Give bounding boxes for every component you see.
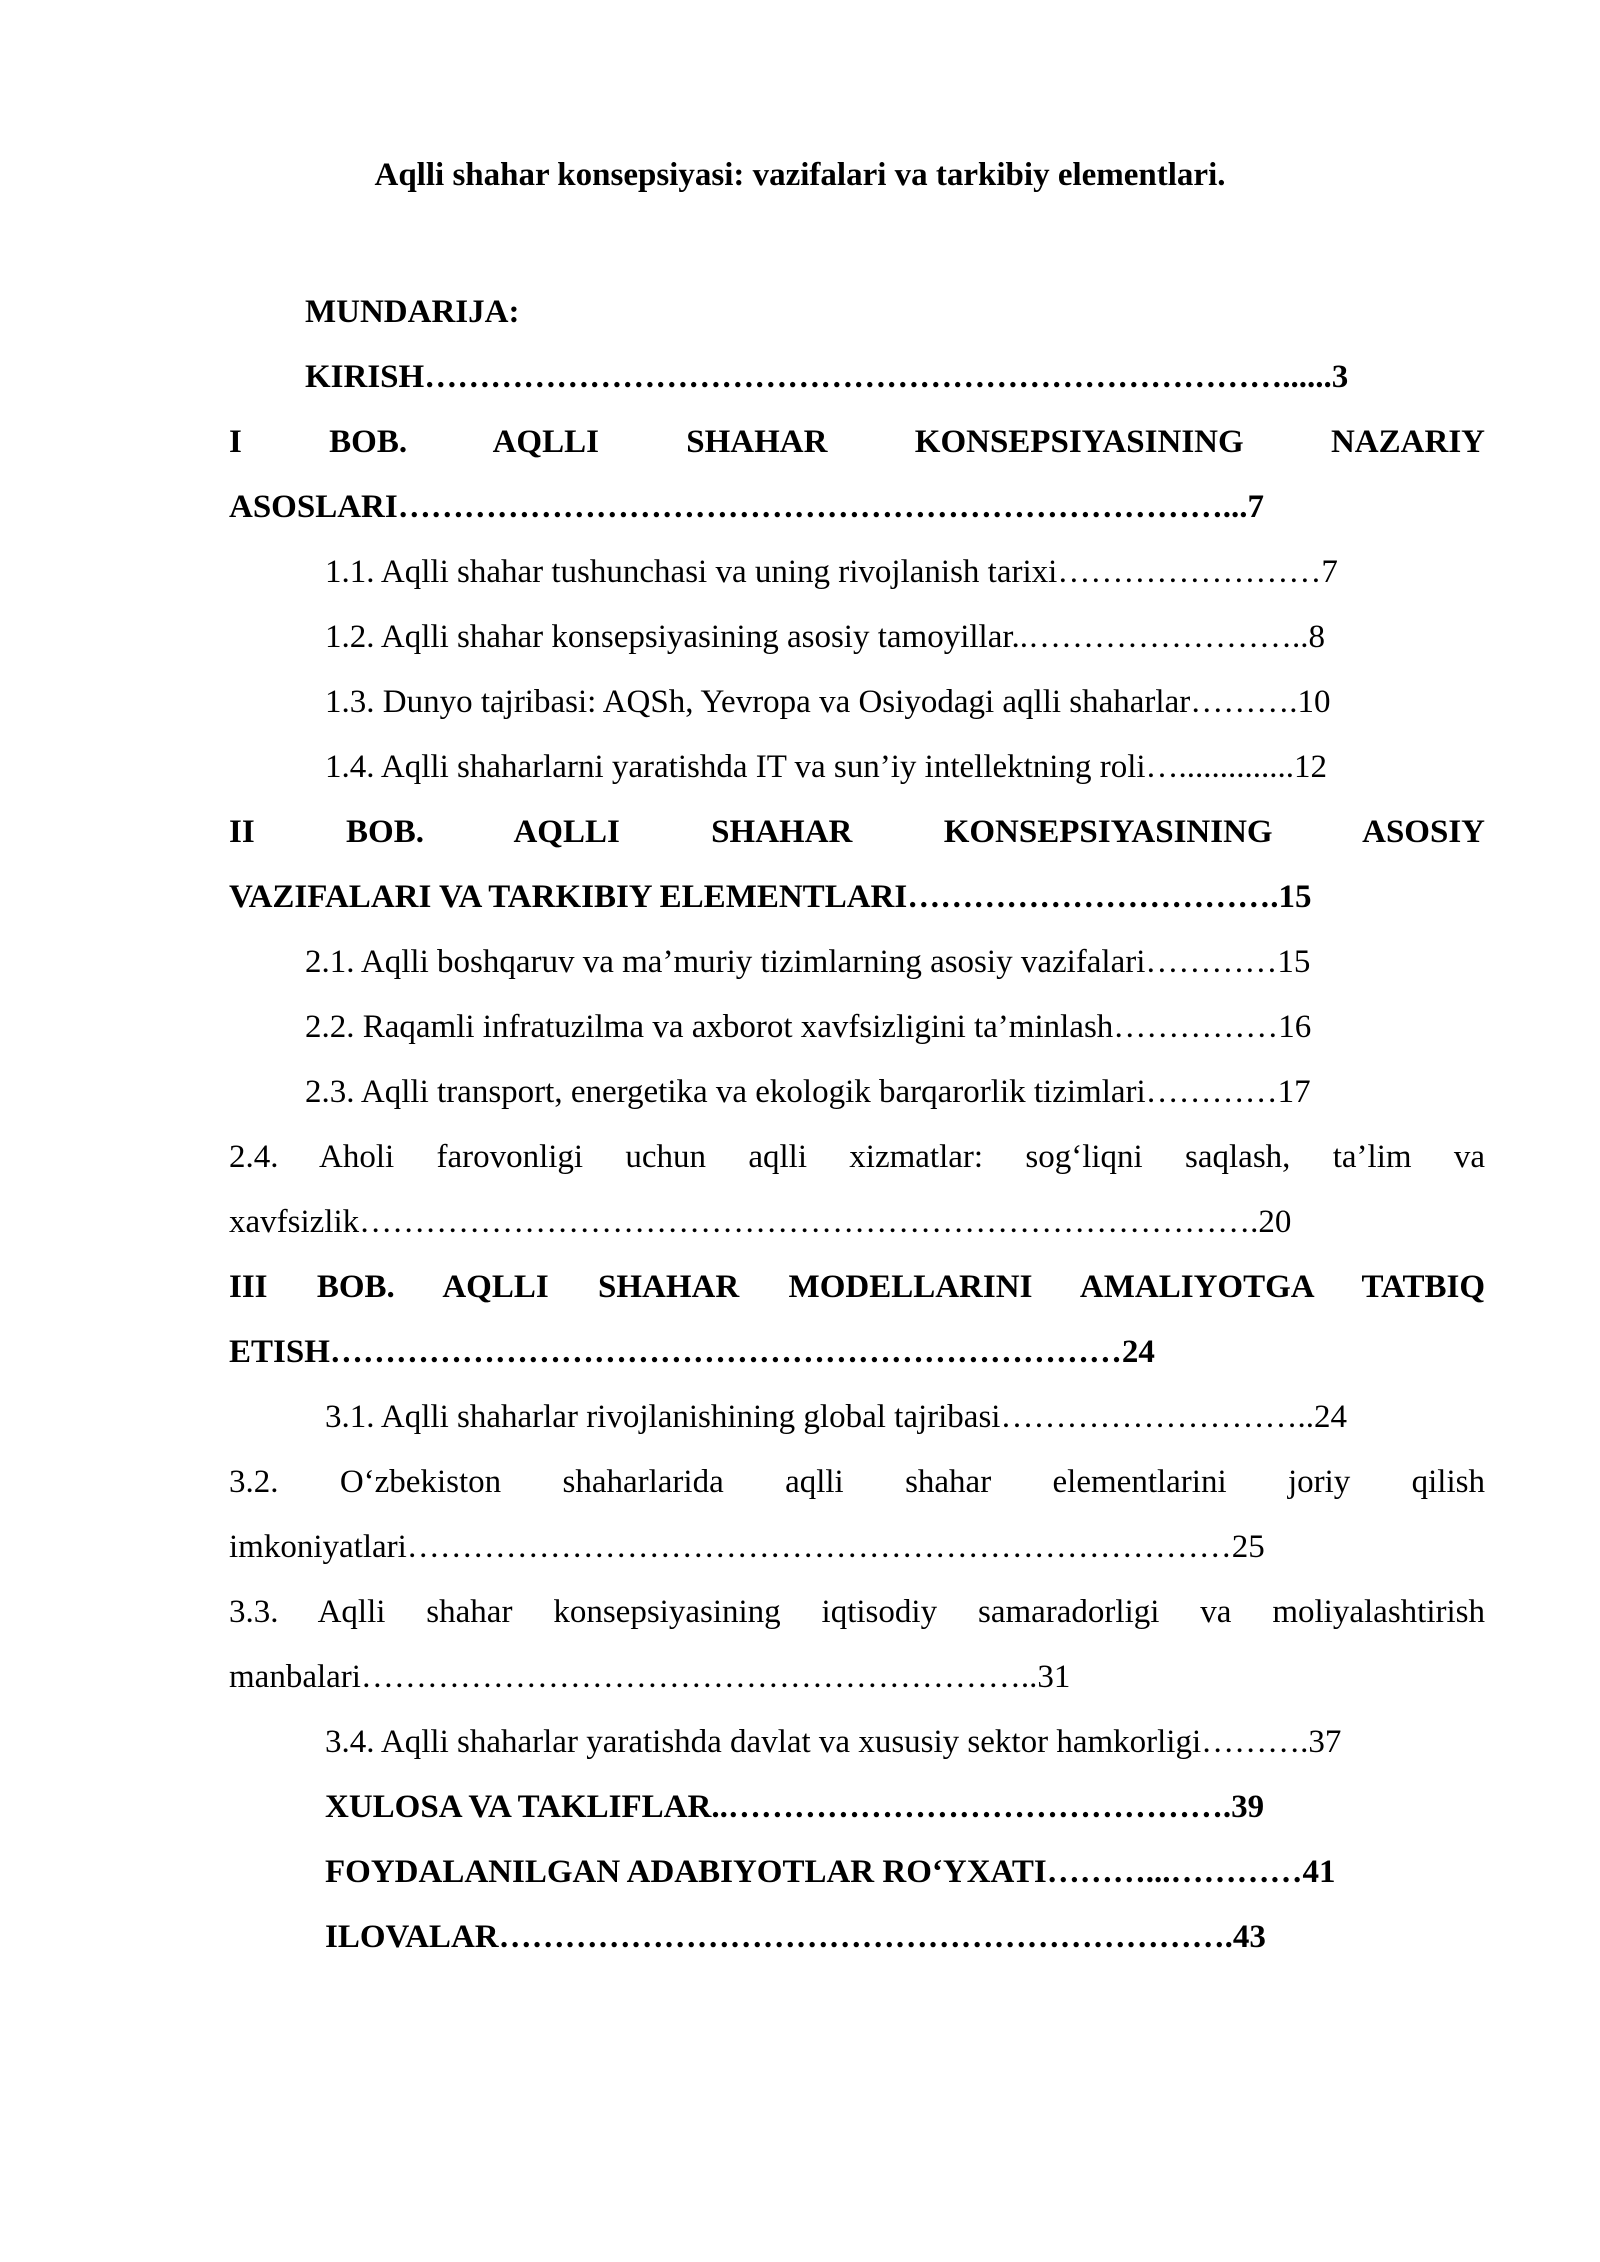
toc-entry-3-1: 3.1. Aqlli shaharlar rivojlanishining global tajribasi………………………..24 [325,1399,1347,1435]
toc-entry-1-3: 1.3. Dunyo tajribasi: AQSh, Yevropa va Osiyodagi aqlli shaharlar……….10 [325,684,1331,720]
toc-entry-3-3 [229,1580,1485,1710]
toc-entry-chapter-2-line2: VAZIFALARI VA TARKIBIY ELEMENTLARI…………………………….15 [229,879,1312,915]
toc-entry-chapter-3-line1: III BOB. AQLLI SHAHAR MODELLARINI AMALIYOTGA TATBIQ [229,1269,1485,1305]
toc-entry-3-2-line1: 3.2. O‘zbekiston shaharlarida aqlli shahar elementlarini joriy qilish [229,1464,1485,1500]
toc-entry-3-3-line1: 3.3. Aqlli shahar konsepsiyasining iqtisodiy samaradorligi va moliyalashtirish [229,1594,1485,1630]
toc-entry-3-2-line2: imkoniyatlari…………………………………………………………………25 [229,1529,1265,1565]
toc-entry-chapter-1-line2: ASOSLARI…………………………………………………………………...7 [229,489,1264,525]
toc-entry-chapter-1-line1: I BOB. AQLLI SHAHAR KONSEPSIYASINING NAZARIY [229,424,1485,460]
document-title: Aqlli shahar konsepsiyasi: vazifalari va tarkibiy elementlari. [374,157,1226,193]
toc-entry-1-1: 1.1. Aqlli shahar tushunchasi va uning rivojlanish tarixi……………………7 [325,554,1338,590]
toc-entry-chapter-1 [229,410,1485,540]
toc-entry-conclusion: XULOSA VA TAKLIFLAR..……………………………………….39 [325,1789,1265,1825]
toc-entry-2-2: 2.2. Raqamli infratuzilma va axborot xavfsizligini ta’minlash……………16 [305,1009,1312,1045]
toc-entry-chapter-2 [229,800,1485,930]
toc-entry-chapter-2-line1: II BOB. AQLLI SHAHAR KONSEPSIYASINING ASOSIY [229,814,1485,850]
toc-entry-2-1: 2.1. Aqlli boshqaruv va ma’muriy tizimlarning asosiy vazifalari…………15 [305,944,1311,980]
toc-entry-2-4-line1: 2.4. Aholi farovonligi uchun aqlli xizmatlar: sog‘liqni saqlash, ta’lim va [229,1139,1485,1175]
toc-entry-2-4-line2: xavfsizlik……………………………………………………………………….20 [229,1204,1292,1240]
toc-entry-1-2: 1.2. Aqlli shahar konsepsiyasining asosiy tamoyillar..……………………..8 [325,619,1326,655]
toc-entry-3-4: 3.4. Aqlli shaharlar yaratishda davlat va xususiy sektor hamkorligi……….37 [325,1724,1342,1760]
table-of-contents [229,280,1485,1970]
toc-entry-appendices: ILOVALAR………………………………………………………….43 [325,1919,1266,1955]
toc-entry-2-3: 2.3. Aqlli transport, energetika va ekologik barqarorlik tizimlari…………17 [305,1074,1311,1110]
toc-heading: MUNDARIJA: [305,294,520,330]
toc-entry-chapter-3 [229,1255,1485,1385]
toc-entry-2-4 [229,1125,1485,1255]
toc-entry-3-2 [229,1450,1485,1580]
toc-entry-chapter-3-line2: ETISH………………………………………………………………24 [229,1334,1155,1370]
toc-entry-3-3-line2: manbalari……………………………………………………..31 [229,1659,1071,1695]
toc-entry-references: FOYDALANILGAN ADABIYOTLAR RO‘YXATI………...…………41 [325,1854,1336,1890]
toc-entry-introduction: KIRISH……………………………………………………………………......3 [305,359,1349,395]
toc-entry-1-4: 1.4. Aqlli shaharlarni yaratishda IT va sun’iy intellektning roli…..............12 [325,749,1328,785]
